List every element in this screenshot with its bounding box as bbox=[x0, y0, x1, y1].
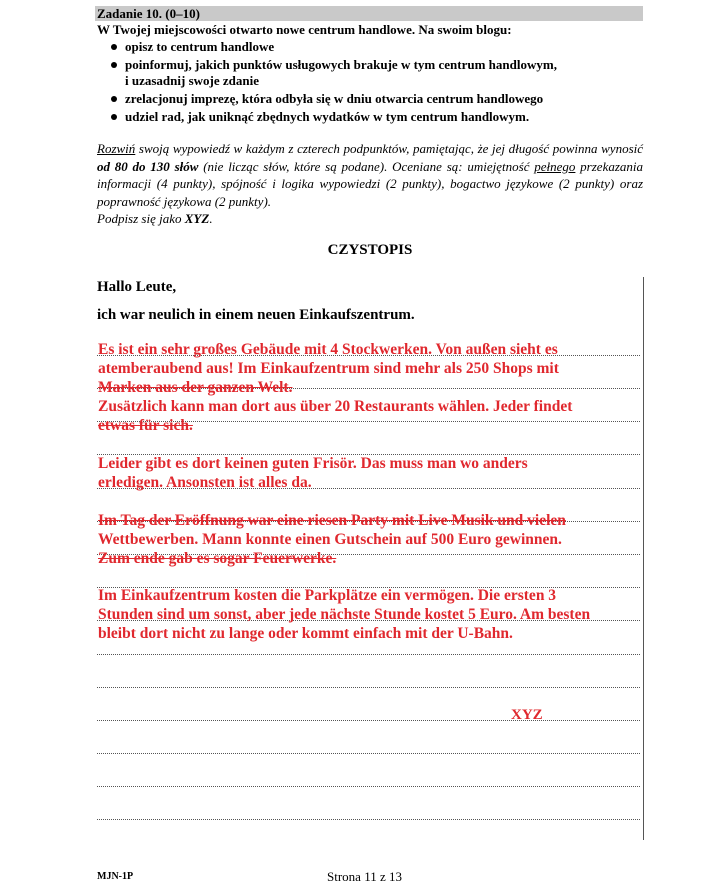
letter-signature: XYZ bbox=[511, 707, 543, 723]
bullet-text: poinformuj, jakich punktów usługowych brakuje w tym centrum handlowym, bbox=[125, 57, 557, 72]
signature-requirement: XYZ bbox=[184, 211, 210, 226]
instruction-text: swoją wypowiedź w każdym z czterech podpunktów, pamiętając, że jej długość powinna bbox=[135, 141, 598, 156]
text-line: Im Einkaufzentrum kosten die Parkplätze ein vermögen. Die ersten 3 bbox=[98, 587, 557, 604]
section-title: CZYSTOPIS bbox=[327, 242, 413, 258]
writing-line bbox=[97, 687, 640, 688]
instruction-underlined-word: pełnego bbox=[534, 158, 576, 174]
bullet-text-continued: i uzasadnij swoje zdanie bbox=[125, 73, 259, 88]
letter-paragraph-description bbox=[98, 340, 640, 435]
bullet-icon bbox=[111, 62, 117, 68]
list-item bbox=[110, 91, 630, 107]
page-number: Strona 11 z 13 bbox=[327, 869, 402, 884]
text-line: Im Tag der Eröffnung war eine riesen Party mit Live Musik und vielen bbox=[98, 512, 566, 529]
instruction-text: Podpisz się jako bbox=[97, 211, 185, 226]
text-line: Zusätzlich kann man dort aus über 20 Restaurants wählen. Jeder findet bbox=[98, 398, 573, 415]
text-line: Marken aus der ganzen Welt. bbox=[98, 379, 293, 396]
list-item bbox=[110, 109, 630, 125]
instruction-text: (2 punkty), bogactwo językowe (2 punkty) oraz poprawność językowa (2 punkty). bbox=[97, 176, 643, 209]
instruction-text: wynosić bbox=[601, 141, 644, 156]
text-line: Es ist ein sehr großes Gebäude mit 4 Stockwerken. Von außen sieht es bbox=[98, 341, 558, 358]
bullet-icon bbox=[111, 96, 117, 102]
text-line: Stunden sind um sonst, aber jede nächste Stunde kostet 5 Euro. Am besten bbox=[98, 606, 591, 623]
task-header: Zadanie 10. (0–10) bbox=[95, 6, 643, 21]
list-item bbox=[110, 39, 630, 55]
text-line: Zum ende gab es sogar Feuerwerke. bbox=[98, 550, 337, 567]
exam-code: MJN-1P bbox=[97, 871, 134, 882]
text-line: atemberaubend aus! Im Einkaufzentrum sind mehr als 250 Shops mit bbox=[98, 360, 559, 377]
word-count-requirement: od 80 do 130 słów bbox=[97, 158, 199, 174]
instruction-underlined-word: Rozwiń bbox=[97, 141, 136, 156]
task-bullet-list bbox=[110, 39, 630, 127]
writing-line bbox=[97, 819, 640, 820]
letter-paragraph-missing-services bbox=[98, 454, 640, 492]
text-line: bleibt dort nicht zu lange oder kommt einfach mit der U-Bahn. bbox=[98, 625, 513, 642]
bullet-icon bbox=[111, 114, 117, 120]
letter-paragraph-opening-event bbox=[98, 511, 640, 568]
writing-line bbox=[97, 654, 640, 655]
writing-line bbox=[97, 753, 640, 754]
text-line: erledigen. Ansonsten ist alles da. bbox=[98, 474, 312, 491]
bullet-text: zrelacjonuj imprezę, która odbyła się w dniu otwarcia centrum handlowego bbox=[125, 91, 544, 106]
writing-line bbox=[97, 786, 640, 787]
margin-line bbox=[643, 277, 644, 840]
text-line: Leider gibt es dort keinen guten Frisör. Das muss man wo anders bbox=[98, 455, 528, 472]
writing-line bbox=[97, 720, 640, 721]
letter-greeting: Hallo Leute, bbox=[97, 279, 177, 295]
list-item bbox=[110, 57, 630, 89]
bullet-text: opisz to centrum handlowe bbox=[125, 39, 275, 54]
bullet-icon bbox=[111, 44, 117, 50]
letter-opening: ich war neulich in einem neuen Einkaufszentrum. bbox=[97, 307, 415, 323]
task-instructions bbox=[97, 140, 643, 228]
task-intro: W Twojej miejscowości otwarto nowe centrum handlowe. Na swoim blogu: bbox=[97, 22, 512, 37]
bullet-text: udziel rad, jak uniknąć zbędnych wydatków w tym centrum handlowym. bbox=[125, 109, 530, 124]
letter-paragraph-advice bbox=[98, 586, 640, 643]
instruction-text: przekazania informacji (4 punkty), spójność i logika wypowiedzi bbox=[97, 158, 644, 191]
text-line: etwas für sich. bbox=[98, 417, 193, 434]
instruction-text: (nie licząc słów, które są podane). Oceniane są: umiejętność bbox=[198, 158, 530, 174]
instruction-text: . bbox=[209, 211, 213, 226]
text-line: Wettbewerben. Mann konnte einen Gutschein auf 500 Euro gewinnen. bbox=[98, 531, 562, 548]
